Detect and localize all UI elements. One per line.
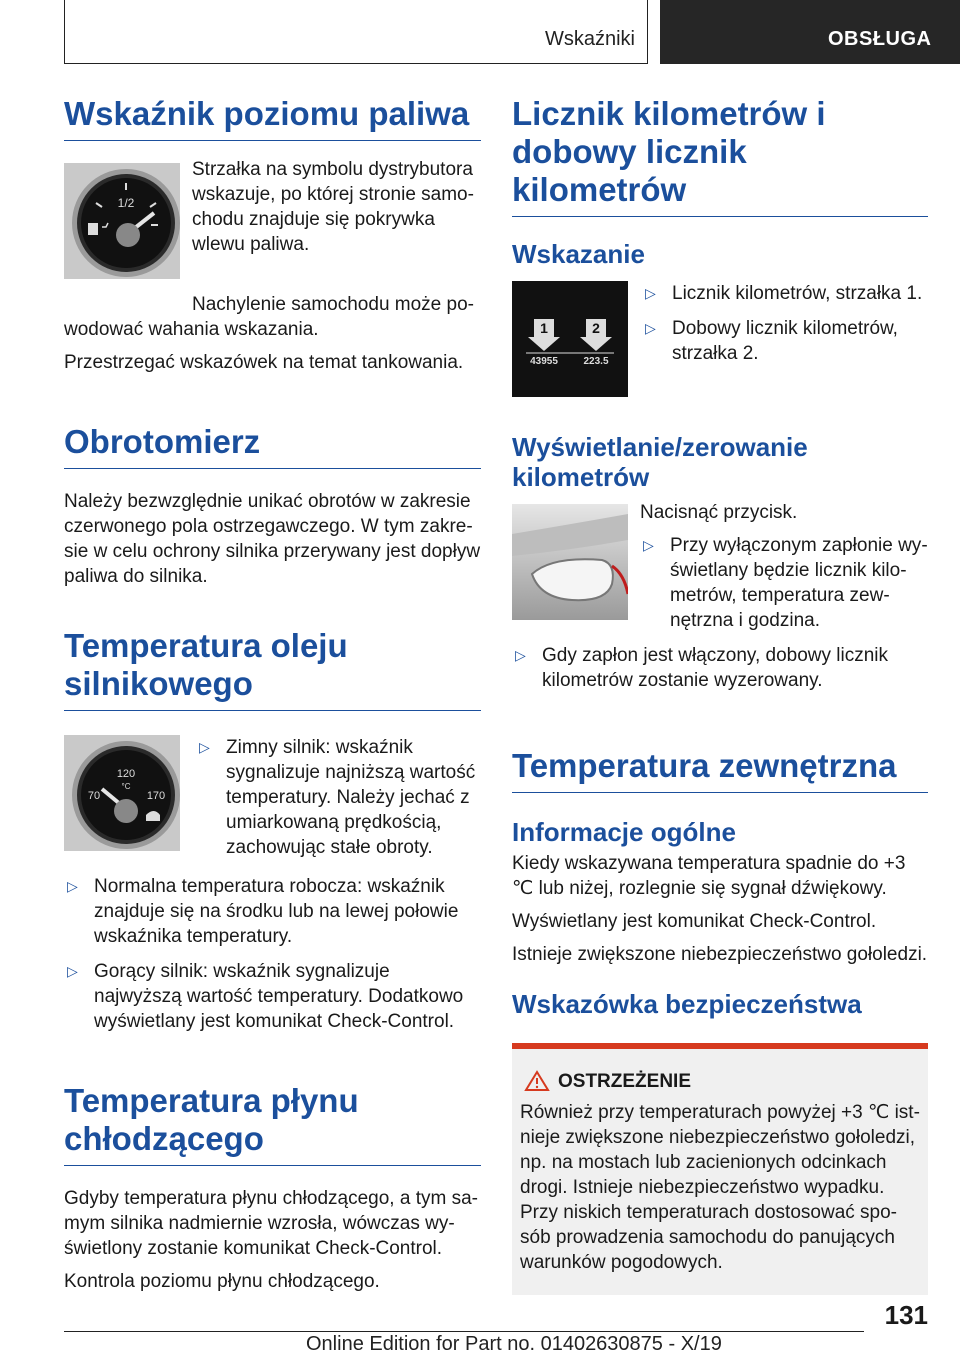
oil-gauge-unit-label: °C <box>121 782 131 791</box>
fuel-gauge-half-label: 1/2 <box>117 196 135 210</box>
coolant-text-1: Gdyby temperatura płynu chłodzącego, a tym samym silnika nadmiernie wzrosła, wówczas wyświetlony zostanie komunikat Check-Control. <box>64 1188 478 1259</box>
warning-text-2: Przy niskich temperaturach dostosować sposób prowadzenia samochodu do panujących warunków pogodowych. <box>520 1202 897 1273</box>
fuel-pump-icon <box>88 223 98 235</box>
oil-item-2: ▷ Normalna temperatura robocza: wskaźnik znajduje się na środku lub na lewej połowie wskaźnika temperatury. <box>64 874 481 949</box>
page-number: 131 <box>884 1300 928 1330</box>
header-section-label: Wskaźniki <box>544 28 635 50</box>
warning-box <box>512 1043 928 1295</box>
right-column <box>512 95 928 1295</box>
oil-gauge-max-label: 170 <box>146 790 166 802</box>
odometer-arrow-2-label: 2 <box>592 320 600 336</box>
odometer-value: 43955 <box>530 356 558 367</box>
fuel-gauge-heading: Wskaźnik poziomu paliwa <box>64 95 481 141</box>
oil-gauge-mid-label: 120 <box>116 768 136 780</box>
oil-item-1: ▷ Zimny silnik: wskaźnik sygnalizuje najniższą wartość temperatury. Należy jechać z umiarkowaną prędkością, zachowując stałe obroty. <box>196 735 481 860</box>
odometer-item-2: ▷ Dobowy licznik kilometrów, strzałka 2. <box>642 316 928 366</box>
warning-triangle-icon <box>524 1070 550 1092</box>
coolant-temp-heading: Temperatura płynu chłodzącego <box>64 1082 359 1157</box>
fuel-text-3: Przestrzegać wskazówek na temat tankowania. <box>64 352 464 373</box>
oil-temp-heading: Temperatura oleju silnikowego <box>64 627 348 702</box>
footer-divider <box>64 1331 864 1332</box>
fuel-section <box>64 159 481 284</box>
fuel-text-1: Strzałka na symbolu dystrybutora wskazuje, po której stronie samochodu znajduje się pokrywka wlewu paliwa. <box>192 159 474 255</box>
coolant-text-2: Kontrola poziomu płynu chłodzącego. <box>64 1271 380 1292</box>
outside-text-2: Wyświetlany jest komunikat Check-Control. <box>512 911 877 932</box>
reset-subheading: Wyświetlanie/zerowanie kilometrów <box>512 432 808 492</box>
reset-item-2: ▷ Gdy zapłon jest włączony, dobowy licznik kilometrów zostanie wyzerowany. <box>512 643 928 693</box>
oil-gauge-figure <box>64 735 180 870</box>
odometer-display-section <box>512 281 928 402</box>
tachometer-text: Należy bezwzględnie unikać obrotów w zakresie czerwonego pola ostrzegawczego. W tym zakresie w celu ochrony silnika przerywany jest dopływ paliwa do silnika. <box>64 491 481 587</box>
reset-button-figure <box>512 504 628 643</box>
warning-text-1: Również przy temperaturach powyżej +3 ℃ istnieje zwiększone niebezpieczeństwo gołoledzi, np. na mostach lub zacienionych odcinkach drogi. Istnieje niebezpieczeństwo wypadku. <box>520 1102 920 1198</box>
oil-item-3: ▷ Gorący silnik: wskaźnik sygnalizuje najwyższą wartość temperatury. Dodatkowo wyświetlany jest komunikat Check-Control. <box>64 959 481 1034</box>
warning-title: OSTRZEŻENIE <box>558 1071 692 1092</box>
reset-section <box>512 504 928 643</box>
footer-edition: Online Edition for Part no. 01402630875 - X/19 <box>306 1333 722 1355</box>
odometer-arrow-1-label: 1 <box>540 320 548 336</box>
display-subheading: Wskazanie <box>512 239 645 269</box>
left-column <box>64 95 481 1294</box>
fuel-text-2: Nachylenie samochodu może powodować wahania wskazania. <box>64 294 474 340</box>
odometer-display-figure <box>512 281 628 402</box>
header-section-box <box>64 0 648 64</box>
outside-text-1: Kiedy wskazywana temperatura spadnie do +3 ℃ lub niżej, rozlegnie się sygnał dźwiękowy. <box>512 853 906 899</box>
tachometer-heading: Obrotomierz <box>64 423 481 469</box>
safety-note-subheading: Wskazówka bezpieczeństwa <box>512 989 862 1019</box>
outside-temp-heading: Temperatura zewnętrzna <box>512 747 928 793</box>
reset-text: Nacisnąć przycisk. <box>640 502 798 523</box>
fuel-gauge-figure <box>64 163 180 284</box>
oil-section <box>64 735 481 870</box>
header-chapter-label: OBSŁUGA <box>828 28 932 50</box>
outside-text-3: Istnieje zwiększone niebezpieczeństwo gołoledzi. <box>512 944 928 965</box>
odometer-item-1: ▷ Licznik kilometrów, strzałka 1. <box>642 281 928 306</box>
header-chapter-box <box>660 0 960 64</box>
general-info-subheading: Informacje ogólne <box>512 817 736 847</box>
oil-gauge-min-label: 70 <box>87 790 101 802</box>
odometer-heading: Licznik kilometrów i dobowy licznik kilometrów <box>512 95 928 217</box>
reset-item-1: ▷ Przy wyłączonym zapłonie wyświetlany będzie licznik kilometrów, temperatura zewnętrzna i godzina. <box>640 533 928 633</box>
trip-odometer-value: 223.5 <box>583 356 609 367</box>
